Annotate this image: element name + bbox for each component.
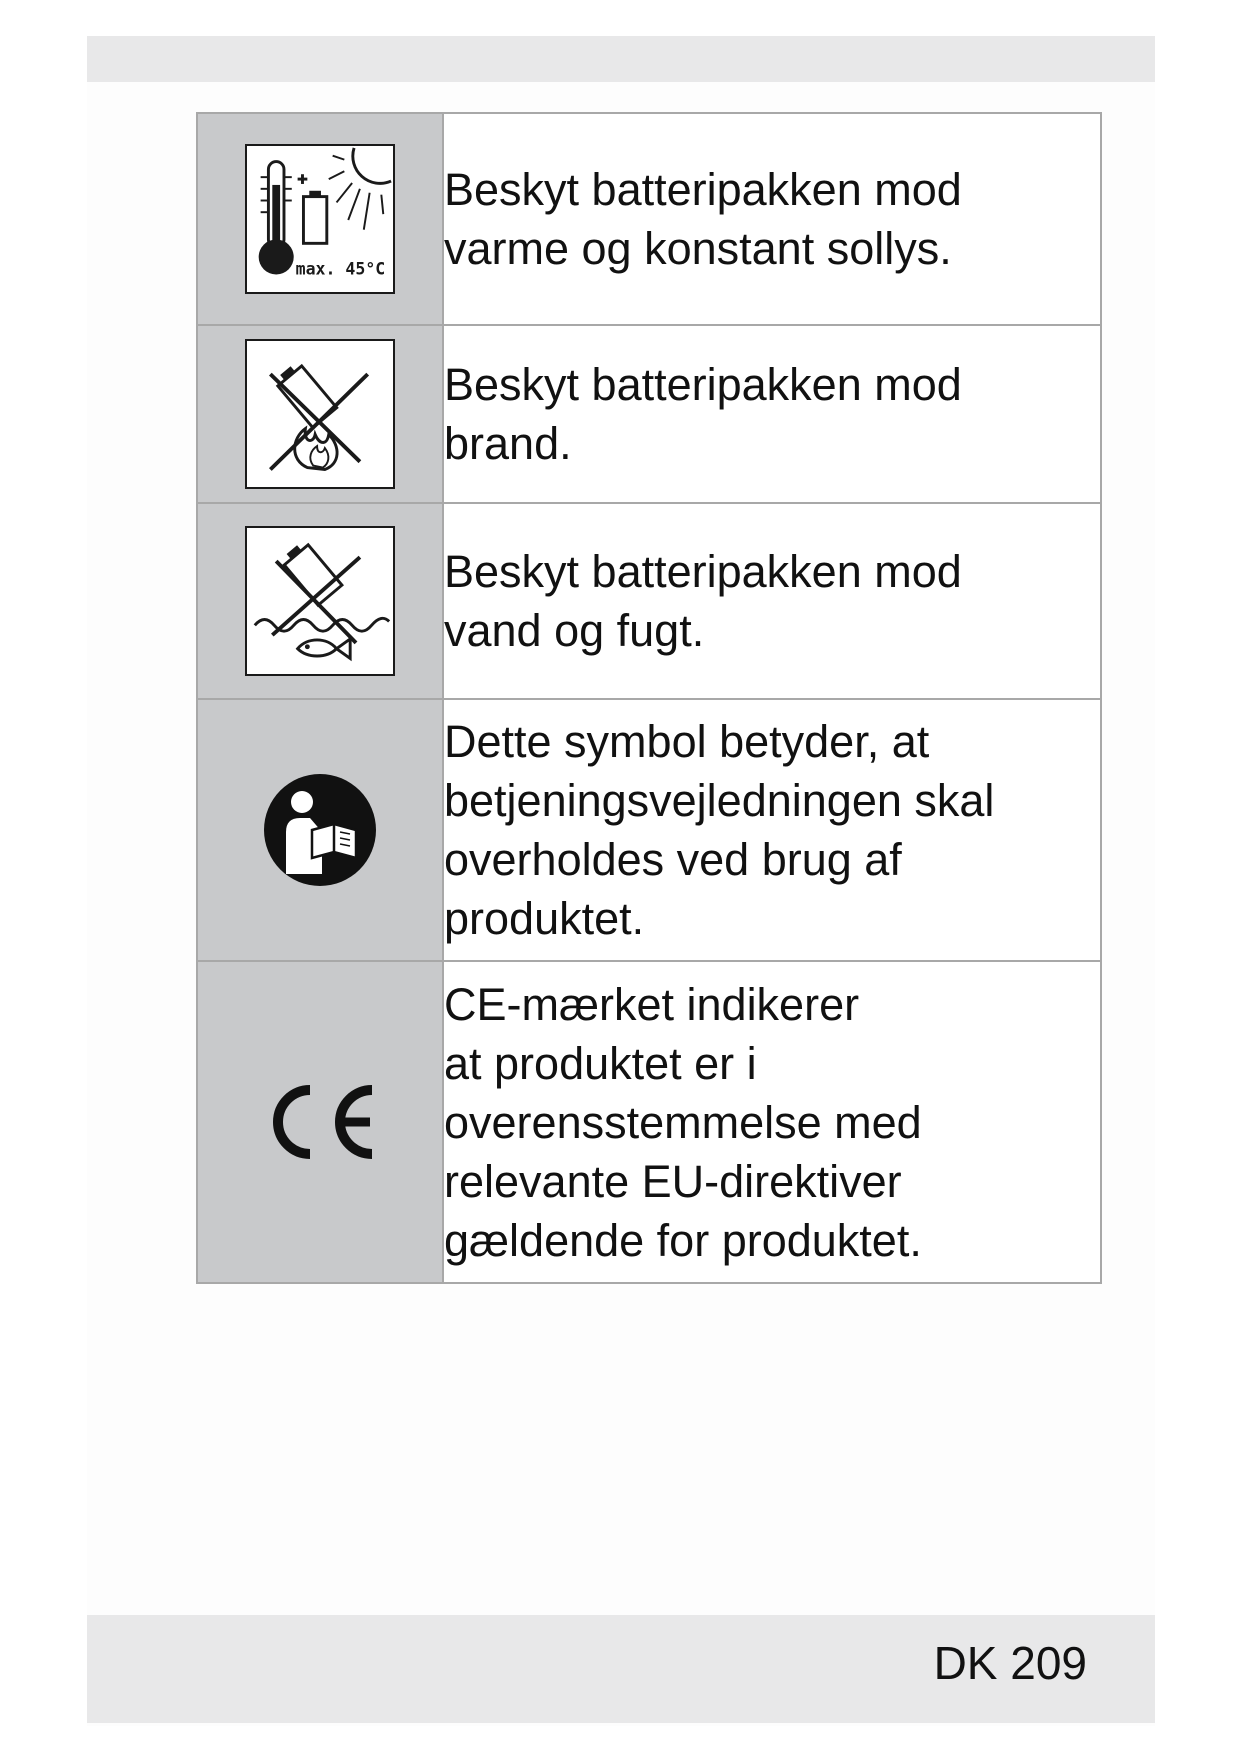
page-number: DK 209 — [933, 1637, 1087, 1689]
symbol-description: Beskyt batteripakken mod varme og konstant sollys. — [443, 113, 1101, 325]
read-manual-icon — [260, 770, 380, 890]
symbol-description: Dette symbol betyder, at betjeningsvejledningen skal overholdes ved brug af produktet. — [443, 699, 1101, 961]
ce-mark-icon — [260, 1072, 380, 1172]
table-row — [197, 113, 1101, 325]
symbol-table — [196, 112, 1102, 1284]
header-band — [87, 36, 1155, 82]
symbol-description: Beskyt batteripakken mod vand og fugt. — [443, 503, 1101, 699]
table-row — [197, 503, 1101, 699]
no-water-icon — [245, 526, 395, 676]
symbol-description: CE-mærket indikerer at produktet er i overensstemmelse med relevante EU-direktiver gældende for produktet. — [443, 961, 1101, 1283]
icon-cell — [197, 503, 443, 699]
max-temp-label: max. 45°C — [295, 259, 386, 279]
symbol-description: Beskyt batteripakken mod brand. — [443, 325, 1101, 503]
table-row — [197, 325, 1101, 503]
table-row — [197, 961, 1101, 1283]
heat-sun-icon — [245, 144, 395, 294]
icon-cell — [197, 325, 443, 503]
no-fire-icon — [245, 339, 395, 489]
icon-cell — [197, 961, 443, 1283]
table-row — [197, 699, 1101, 961]
icon-cell — [197, 113, 443, 325]
icon-cell — [197, 699, 443, 961]
